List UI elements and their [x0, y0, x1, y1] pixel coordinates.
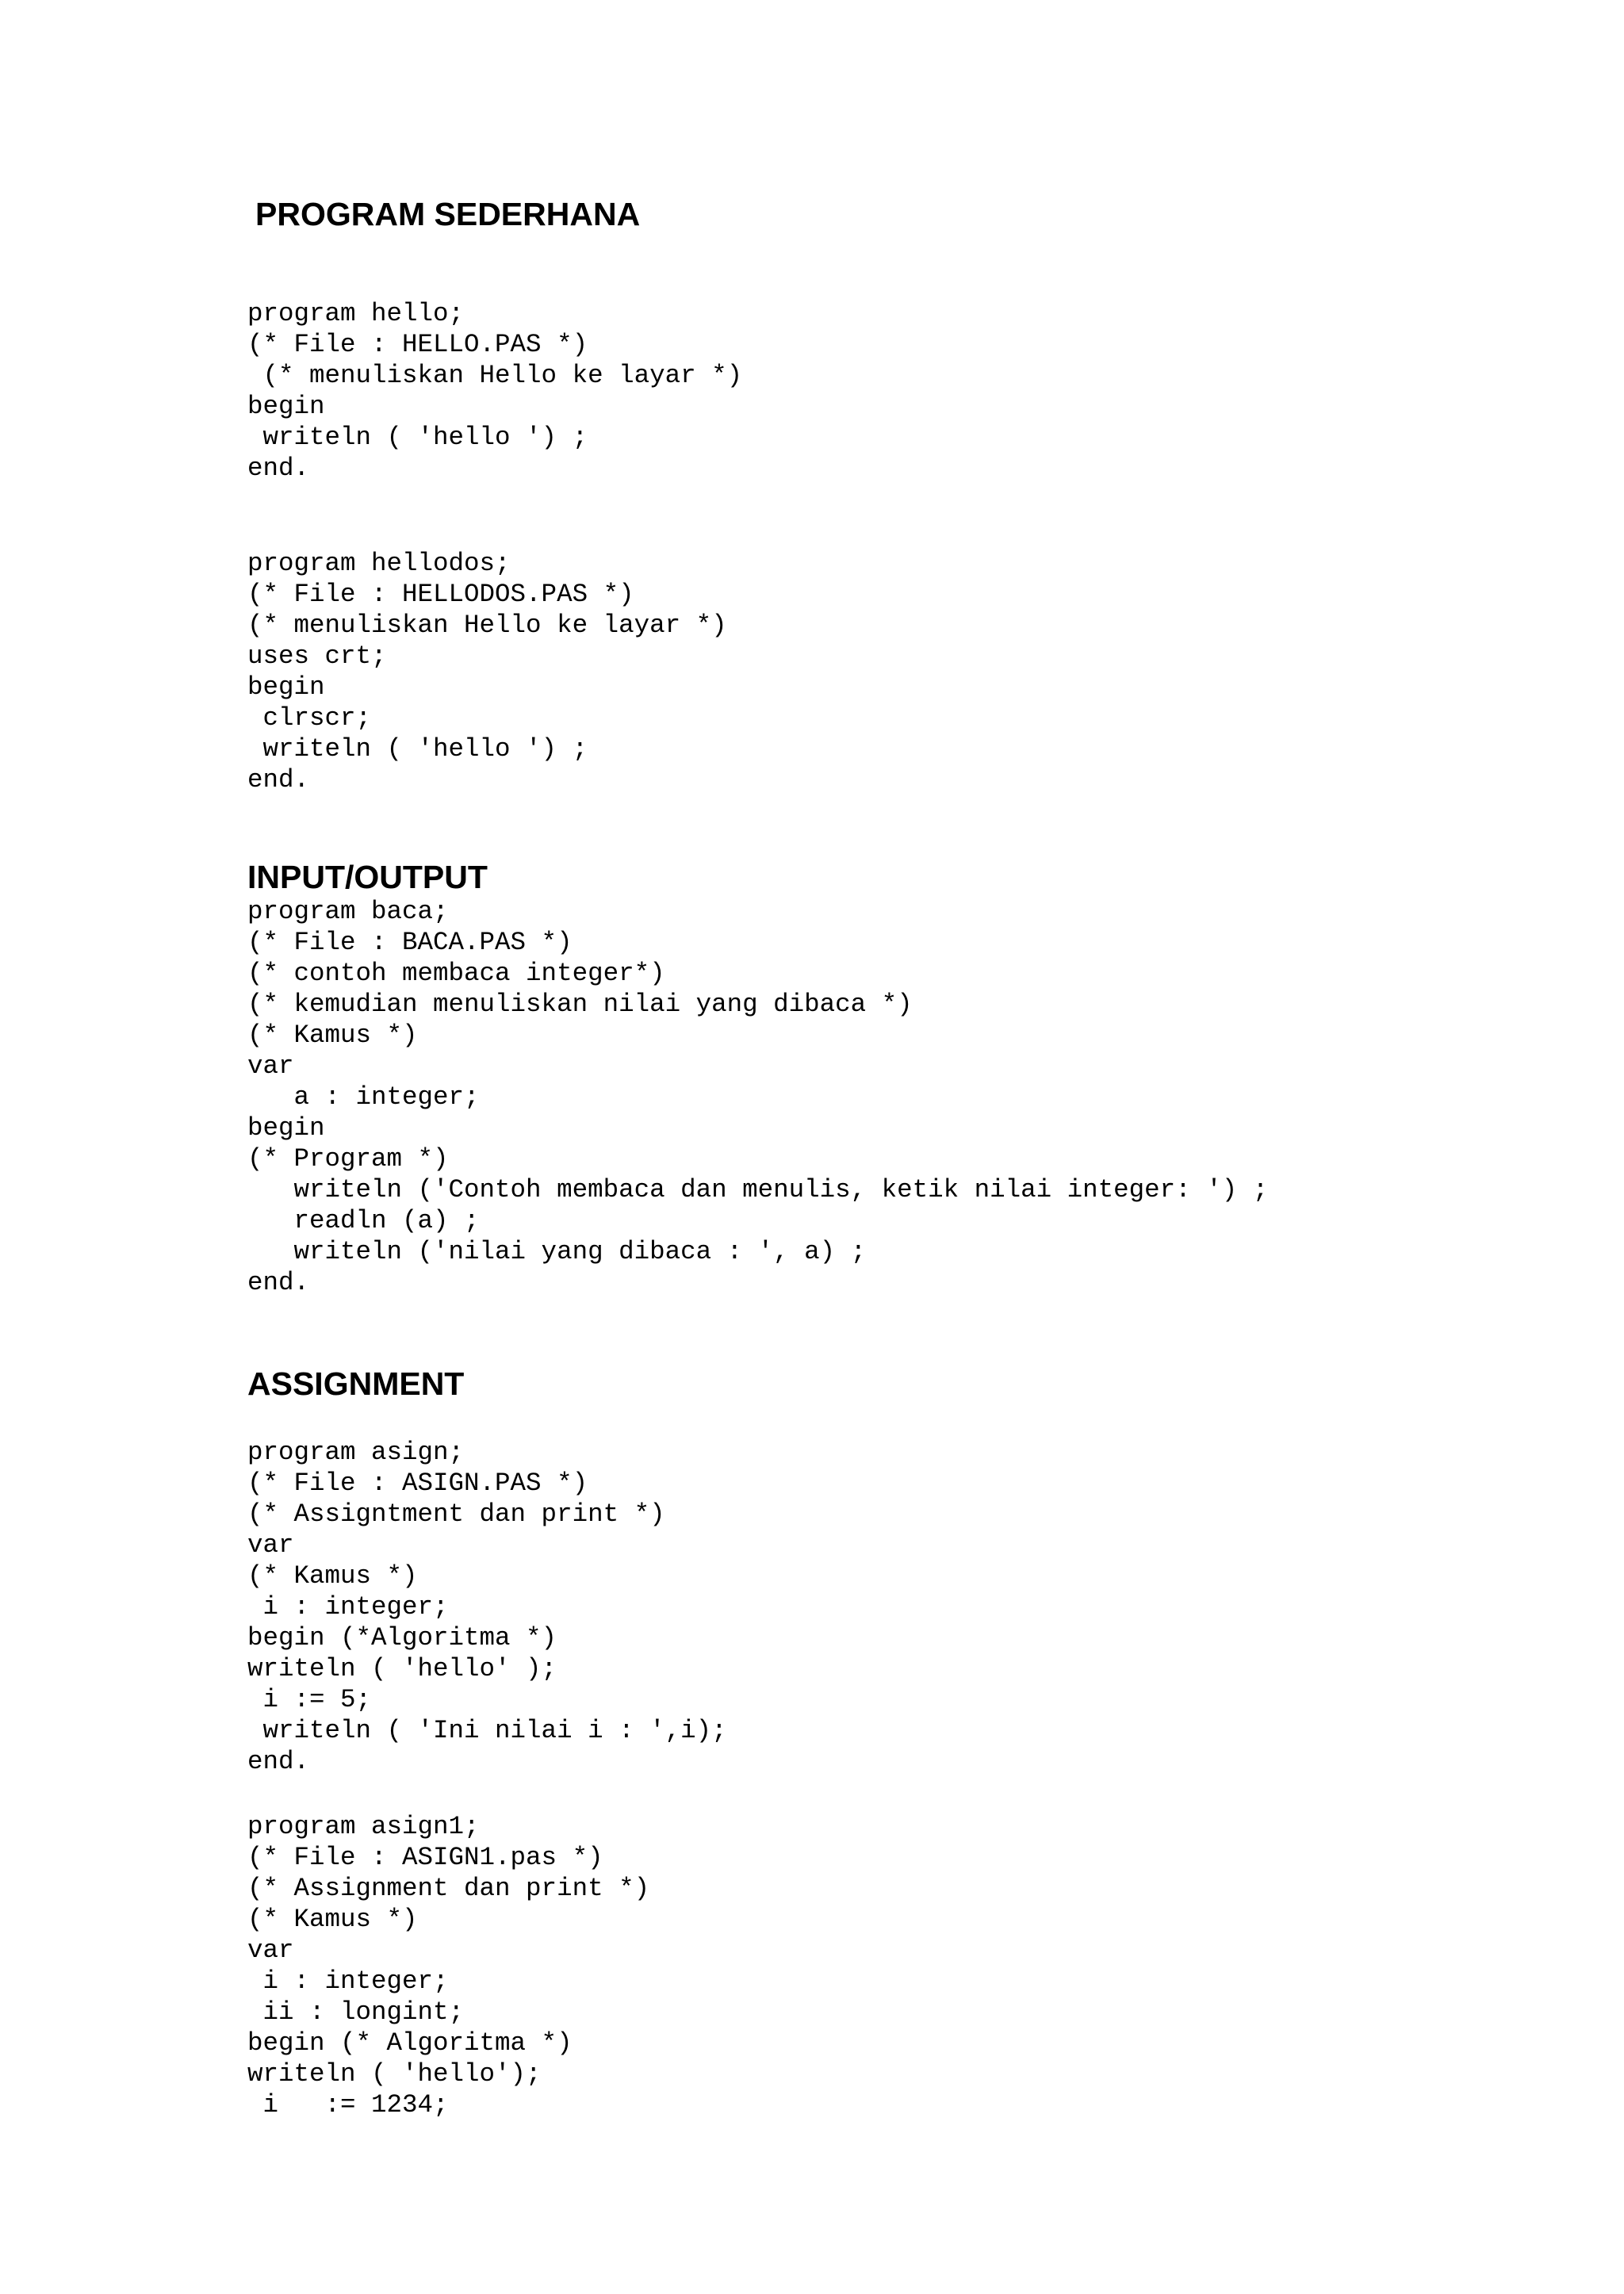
code-line: program asign1; — [247, 1812, 480, 1841]
code-line: (* File : HELLO.PAS *) — [247, 330, 588, 359]
code-line: begin (* Algoritma *) — [247, 2028, 573, 2058]
code-block-hello — [247, 298, 742, 484]
code-line: begin — [247, 672, 325, 702]
code-line: (* contoh membaca integer*) — [247, 959, 665, 988]
code-line: (* File : ASIGN1.pas *) — [247, 1843, 603, 1872]
code-line: writeln ('nilai yang dibaca : ', a) ; — [247, 1237, 867, 1266]
code-line: var — [247, 1936, 294, 1965]
code-line: (* File : HELLODOS.PAS *) — [247, 580, 634, 609]
code-line: begin — [247, 392, 325, 421]
code-block-hellodos — [247, 548, 727, 795]
code-line: i : integer; — [247, 1592, 449, 1622]
code-line: writeln ( 'hello ') ; — [247, 423, 588, 452]
code-line: program asign; — [247, 1438, 465, 1467]
code-line: var — [247, 1530, 294, 1560]
code-line: (* Program *) — [247, 1144, 449, 1174]
code-line: (* Assignment dan print *) — [247, 1874, 650, 1903]
code-line: end. — [247, 765, 310, 795]
code-line: i := 5; — [247, 1685, 372, 1714]
code-line: program hello; — [247, 299, 465, 328]
code-line: i := 1234; — [247, 2090, 449, 2120]
code-block-asign1 — [247, 1811, 649, 2120]
code-line: writeln ( 'hello ') ; — [247, 734, 588, 764]
code-block-asign — [247, 1437, 727, 1777]
code-line: (* Kamus *) — [247, 1561, 418, 1591]
code-line: end. — [247, 1747, 310, 1776]
code-line: var — [247, 1051, 294, 1081]
code-line: clrscr; — [247, 703, 372, 733]
code-line: uses crt; — [247, 641, 387, 671]
code-line: readln (a) ; — [247, 1206, 480, 1235]
code-line: (* File : ASIGN.PAS *) — [247, 1469, 588, 1498]
code-line: (* Kamus *) — [247, 1021, 418, 1050]
code-line: writeln ('Contoh membaca dan menulis, ketik nilai integer: ') ; — [247, 1175, 1269, 1204]
code-line: a : integer; — [247, 1082, 480, 1112]
code-line: writeln ( 'Ini nilai i : ',i); — [247, 1716, 727, 1745]
code-line: (* menuliskan Hello ke layar *) — [247, 361, 743, 390]
code-line: begin — [247, 1113, 325, 1143]
heading-assignment: ASSIGNMENT — [247, 1365, 465, 1402]
code-line: (* Kamus *) — [247, 1905, 418, 1934]
code-line: (* menuliskan Hello ke layar *) — [247, 611, 727, 640]
code-line: end. — [247, 454, 310, 483]
code-line: i : integer; — [247, 1967, 449, 1996]
heading-input-output: INPUT/OUTPUT — [247, 859, 488, 895]
code-line: (* Assigntment dan print *) — [247, 1499, 665, 1529]
code-line: program hellodos; — [247, 549, 511, 578]
code-line: (* kemudian menuliskan nilai yang dibaca *) — [247, 990, 913, 1019]
code-line: program baca; — [247, 897, 449, 926]
code-block-baca — [247, 896, 1268, 1298]
code-line: end. — [247, 1268, 310, 1297]
code-line: (* File : BACA.PAS *) — [247, 928, 573, 957]
code-line: ii : longint; — [247, 1997, 465, 2027]
code-line: begin (*Algoritma *) — [247, 1623, 557, 1653]
code-line: writeln ( 'hello' ); — [247, 1654, 557, 1683]
code-line: writeln ( 'hello'); — [247, 2059, 542, 2089]
heading-program-sederhana: PROGRAM SEDERHANA — [255, 196, 641, 232]
